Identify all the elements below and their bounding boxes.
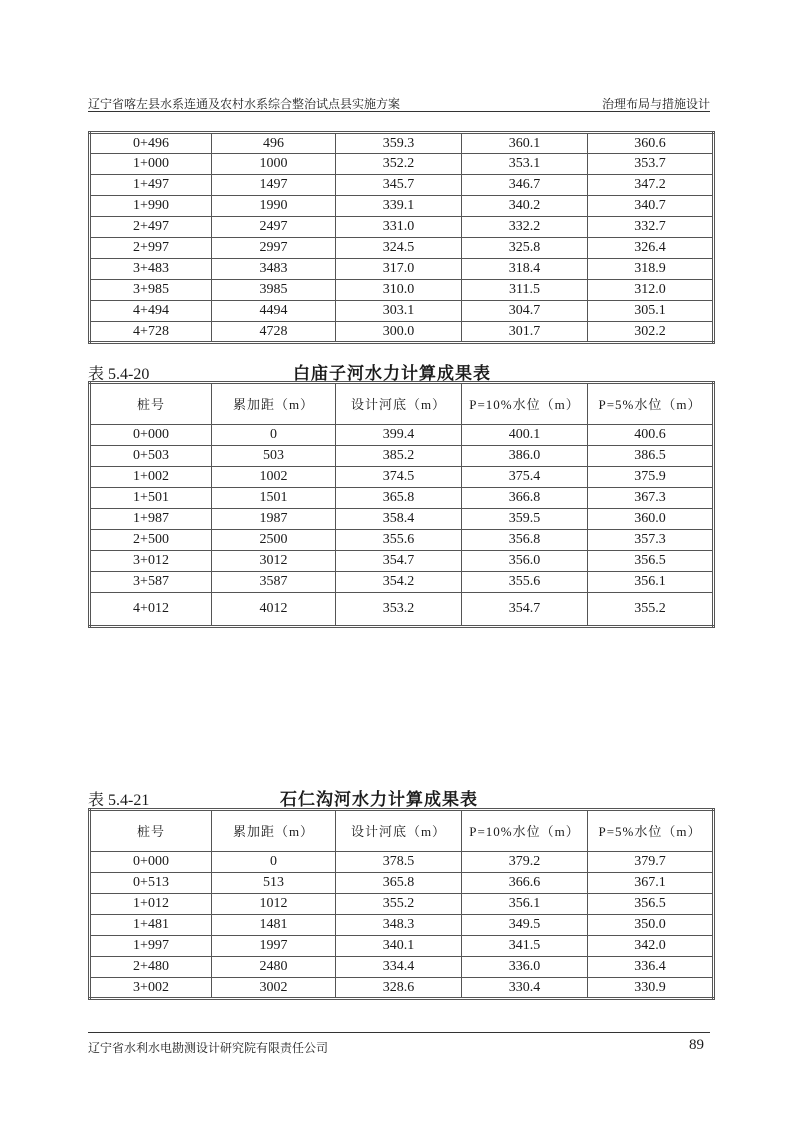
- table-cell: 353.2: [336, 593, 462, 627]
- table-cell: 342.0: [588, 936, 714, 957]
- table-cell: 3+587: [90, 572, 212, 593]
- table-cell: 358.4: [336, 509, 462, 530]
- table-cell: 1+501: [90, 488, 212, 509]
- table-cell: 503: [212, 446, 336, 467]
- table-cell: 356.1: [462, 894, 588, 915]
- table-cell: 353.7: [588, 154, 714, 175]
- table-cell: 357.3: [588, 530, 714, 551]
- table-cell: 3012: [212, 551, 336, 572]
- table-cell: 386.5: [588, 446, 714, 467]
- table-cell: 359.3: [336, 133, 462, 154]
- table-cell: 1000: [212, 154, 336, 175]
- table-row: [90, 978, 714, 999]
- table-cell: 1987: [212, 509, 336, 530]
- table-cell: 4+012: [90, 593, 212, 627]
- table-cell: 325.8: [462, 238, 588, 259]
- table-cell: 1497: [212, 175, 336, 196]
- table-row: [90, 852, 714, 873]
- table-row: [90, 280, 714, 301]
- table-cell: 349.5: [462, 915, 588, 936]
- table-cell: 355.2: [336, 894, 462, 915]
- table-cell: 367.1: [588, 873, 714, 894]
- table-cell: 2480: [212, 957, 336, 978]
- table-cell: 355.6: [336, 530, 462, 551]
- table-cell: 312.0: [588, 280, 714, 301]
- table-cell: 356.1: [588, 572, 714, 593]
- column-header: 累加距（m）: [212, 383, 336, 425]
- table-cell: 310.0: [336, 280, 462, 301]
- table-cell: 2+480: [90, 957, 212, 978]
- table-row: [90, 238, 714, 259]
- table-cell: 318.4: [462, 259, 588, 280]
- table-cell: 359.5: [462, 509, 588, 530]
- page-header: [88, 95, 710, 112]
- table-body: [90, 810, 714, 999]
- table-cell: 356.8: [462, 530, 588, 551]
- table-cell: 3002: [212, 978, 336, 999]
- column-header: P=5%水位（m）: [588, 383, 714, 425]
- table-continued: [88, 131, 715, 344]
- table-cell: 3+012: [90, 551, 212, 572]
- chapter-title: 治理布局与措施设计: [601, 97, 710, 111]
- table-cell: 353.1: [462, 154, 588, 175]
- table-row: [90, 957, 714, 978]
- table-row: [90, 915, 714, 936]
- table-cell: 1012: [212, 894, 336, 915]
- table-cell: 1002: [212, 467, 336, 488]
- header-row: [90, 383, 714, 425]
- table-cell: 340.1: [336, 936, 462, 957]
- column-header: 桩号: [90, 383, 212, 425]
- table-cell: 2+497: [90, 217, 212, 238]
- page-number: 89: [689, 1037, 704, 1053]
- column-header: 设计河底（m）: [336, 810, 462, 852]
- table-cell: 3985: [212, 280, 336, 301]
- table-cell: 332.7: [588, 217, 714, 238]
- table-cell: 513: [212, 873, 336, 894]
- table-cell: 347.2: [588, 175, 714, 196]
- table-row: [90, 175, 714, 196]
- page-footer: [88, 1032, 710, 1055]
- table-cell: 305.1: [588, 301, 714, 322]
- table-cell: 4494: [212, 301, 336, 322]
- table-cell: 356.0: [462, 551, 588, 572]
- table-baimiaozi: [88, 381, 715, 628]
- table-cell: 304.7: [462, 301, 588, 322]
- table-cell: 0+000: [90, 852, 212, 873]
- table-cell: 1+002: [90, 467, 212, 488]
- table-cell: 1501: [212, 488, 336, 509]
- header-row: [90, 810, 714, 852]
- table-cell: 1+497: [90, 175, 212, 196]
- table-cell: 379.2: [462, 852, 588, 873]
- table-cell: 375.4: [462, 467, 588, 488]
- column-header: P=10%水位（m）: [462, 383, 588, 425]
- table-cell: 3+483: [90, 259, 212, 280]
- table-cell: 0+513: [90, 873, 212, 894]
- table-cell: 0: [212, 425, 336, 446]
- table-row: [90, 425, 714, 446]
- table-row: [90, 467, 714, 488]
- column-header: 设计河底（m）: [336, 383, 462, 425]
- table-cell: 0+503: [90, 446, 212, 467]
- table-cell: 334.4: [336, 957, 462, 978]
- table-row: [90, 196, 714, 217]
- table-cell: 365.8: [336, 488, 462, 509]
- table-cell: 348.3: [336, 915, 462, 936]
- table-cell: 1+990: [90, 196, 212, 217]
- table-cell: 356.5: [588, 894, 714, 915]
- table-title: 白庙子河水力计算成果表: [293, 364, 491, 384]
- table-cell: 355.2: [588, 593, 714, 627]
- table-shirengou: [88, 808, 715, 1000]
- table-cell: 302.2: [588, 322, 714, 343]
- table-cell: 360.6: [588, 133, 714, 154]
- table-cell: 3483: [212, 259, 336, 280]
- table-cell: 366.6: [462, 873, 588, 894]
- table-cell: 340.7: [588, 196, 714, 217]
- table-cell: 311.5: [462, 280, 588, 301]
- table-row: [90, 551, 714, 572]
- table-cell: 1+997: [90, 936, 212, 957]
- table-body: [90, 133, 714, 343]
- table-cell: 1+000: [90, 154, 212, 175]
- table-cell: 1997: [212, 936, 336, 957]
- table-cell: 350.0: [588, 915, 714, 936]
- table-row: [90, 154, 714, 175]
- table-title: 石仁沟河水力计算成果表: [280, 790, 478, 810]
- table-cell: 318.9: [588, 259, 714, 280]
- table-row: [90, 593, 714, 627]
- table-row: [90, 217, 714, 238]
- table-row: [90, 572, 714, 593]
- table-cell: 354.2: [336, 572, 462, 593]
- table-cell: 360.0: [588, 509, 714, 530]
- institute-name: 辽宁省水利水电勘测设计研究院有限责任公司: [88, 1041, 329, 1055]
- table-row: [90, 301, 714, 322]
- column-header: 累加距（m）: [212, 810, 336, 852]
- table-cell: 0: [212, 852, 336, 873]
- table-row: [90, 873, 714, 894]
- table-cell: 345.7: [336, 175, 462, 196]
- table-cell: 346.7: [462, 175, 588, 196]
- table-row: [90, 322, 714, 343]
- table-cell: 0+000: [90, 425, 212, 446]
- column-header: 桩号: [90, 810, 212, 852]
- table-cell: 1481: [212, 915, 336, 936]
- table-row: [90, 133, 714, 154]
- table-cell: 3+985: [90, 280, 212, 301]
- table-body: [90, 383, 714, 627]
- table-cell: 330.9: [588, 978, 714, 999]
- table-cell: 366.8: [462, 488, 588, 509]
- table-cell: 2497: [212, 217, 336, 238]
- table-cell: 326.4: [588, 238, 714, 259]
- table-cell: 2+500: [90, 530, 212, 551]
- table-row: [90, 259, 714, 280]
- table-cell: 330.4: [462, 978, 588, 999]
- table-cell: 2500: [212, 530, 336, 551]
- table-cell: 354.7: [336, 551, 462, 572]
- table-cell: 356.5: [588, 551, 714, 572]
- table-cell: 4728: [212, 322, 336, 343]
- table-cell: 1990: [212, 196, 336, 217]
- table-cell: 365.8: [336, 873, 462, 894]
- table-cell: 2997: [212, 238, 336, 259]
- table-cell: 399.4: [336, 425, 462, 446]
- table-cell: 317.0: [336, 259, 462, 280]
- table-cell: 0+496: [90, 133, 212, 154]
- table-cell: 400.1: [462, 425, 588, 446]
- table-cell: 2+997: [90, 238, 212, 259]
- document-title: 辽宁省喀左县水系连通及农村水系综合整治试点县实施方案: [88, 97, 401, 111]
- table-cell: 301.7: [462, 322, 588, 343]
- table-cell: 331.0: [336, 217, 462, 238]
- table-number: 表 5.4-20: [88, 366, 150, 383]
- table-cell: 1+481: [90, 915, 212, 936]
- table-row: [90, 446, 714, 467]
- table-cell: 378.5: [336, 852, 462, 873]
- table-cell: 385.2: [336, 446, 462, 467]
- table-cell: 4+728: [90, 322, 212, 343]
- table-cell: 1+987: [90, 509, 212, 530]
- table-cell: 336.4: [588, 957, 714, 978]
- table-cell: 332.2: [462, 217, 588, 238]
- table-cell: 354.7: [462, 593, 588, 627]
- table-cell: 1+012: [90, 894, 212, 915]
- table-cell: 496: [212, 133, 336, 154]
- table-cell: 339.1: [336, 196, 462, 217]
- table-cell: 3587: [212, 572, 336, 593]
- table-cell: 340.2: [462, 196, 588, 217]
- table-cell: 4+494: [90, 301, 212, 322]
- table-caption-20: [88, 361, 712, 384]
- table-cell: 328.6: [336, 978, 462, 999]
- table-cell: 386.0: [462, 446, 588, 467]
- table-cell: 303.1: [336, 301, 462, 322]
- table-cell: 336.0: [462, 957, 588, 978]
- table-cell: 300.0: [336, 322, 462, 343]
- table-cell: 341.5: [462, 936, 588, 957]
- table-cell: 352.2: [336, 154, 462, 175]
- table-cell: 400.6: [588, 425, 714, 446]
- table-cell: 367.3: [588, 488, 714, 509]
- table-number: 表 5.4-21: [88, 792, 150, 809]
- table-cell: 3+002: [90, 978, 212, 999]
- table-cell: 374.5: [336, 467, 462, 488]
- table-cell: 379.7: [588, 852, 714, 873]
- table-row: [90, 894, 714, 915]
- table-cell: 324.5: [336, 238, 462, 259]
- table-row: [90, 509, 714, 530]
- table-cell: 360.1: [462, 133, 588, 154]
- table-row: [90, 936, 714, 957]
- table-caption-21: [88, 787, 712, 810]
- table-row: [90, 488, 714, 509]
- table-row: [90, 530, 714, 551]
- table-cell: 355.6: [462, 572, 588, 593]
- table-cell: 4012: [212, 593, 336, 627]
- table-cell: 375.9: [588, 467, 714, 488]
- column-header: P=5%水位（m）: [588, 810, 714, 852]
- column-header: P=10%水位（m）: [462, 810, 588, 852]
